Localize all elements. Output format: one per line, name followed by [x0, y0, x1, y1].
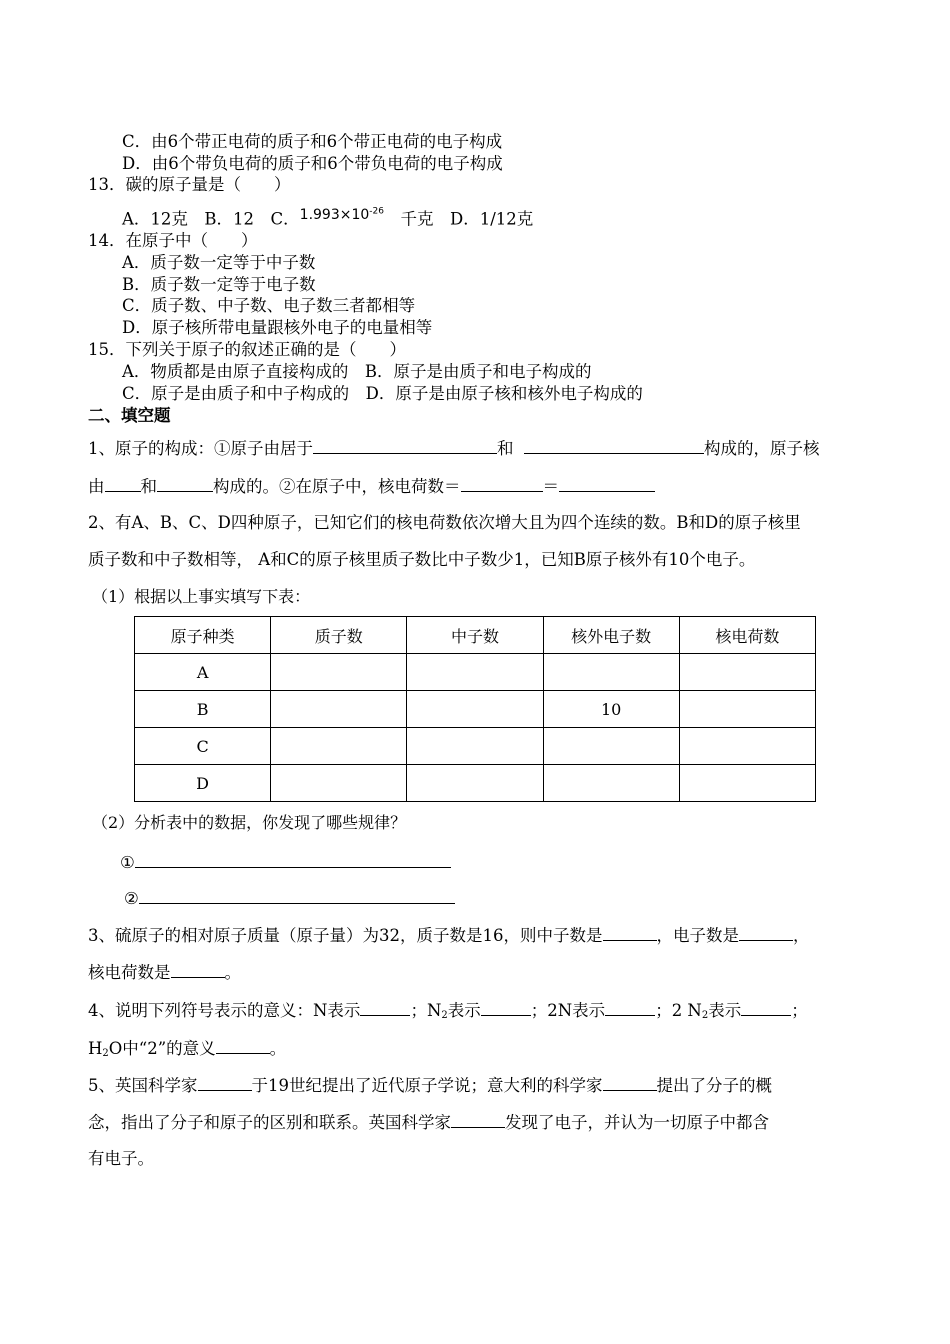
q15-stem: 15．下列关于原子的叙述正确的是（ ） — [88, 340, 406, 359]
table-cell[interactable] — [407, 765, 543, 802]
fill4-sub-e: 2 — [701, 1010, 709, 1021]
fill2-blank-rule-1[interactable] — [135, 850, 451, 868]
fill5-blank-2[interactable] — [603, 1073, 657, 1091]
fill4-line1 — [88, 998, 808, 1027]
fill1-blank-1[interactable] — [313, 436, 497, 454]
q14-option-b: B．质子数一定等于电子数 — [122, 275, 316, 294]
table-header-cell: 核外电子数 — [543, 617, 679, 654]
fill4-text-g: ； — [791, 1001, 808, 1020]
table-header-cell: 质子数 — [271, 617, 407, 654]
fill1-text-f: 构成的。②在原子中，核电荷数＝ — [213, 477, 461, 496]
fill1-text-g: ＝ — [542, 477, 559, 496]
table-row — [135, 765, 816, 802]
table-row — [135, 728, 816, 765]
fill2-sub2: （2）分析表中的数据，你发现了哪些规律？ — [92, 813, 407, 832]
q13-sci-exponent: -26 — [369, 206, 384, 216]
table-cell[interactable] — [543, 765, 679, 802]
table-row — [135, 691, 816, 728]
fill4-blank-4[interactable] — [741, 998, 791, 1016]
table-cell: B — [135, 691, 271, 728]
fill1-text-b: 和 — [497, 439, 514, 458]
fill4-blank-1[interactable] — [360, 998, 410, 1016]
table-cell[interactable] — [679, 691, 815, 728]
fill3-blank-3[interactable] — [171, 960, 225, 978]
table-cell: A — [135, 654, 271, 691]
fill1-blank-6[interactable] — [559, 474, 655, 492]
fill1-blank-2[interactable] — [524, 436, 704, 454]
fill1-blank-3[interactable] — [105, 474, 141, 492]
table-header-row — [135, 617, 816, 654]
fill5-text-c: 提出了分子的概 — [656, 1076, 772, 1095]
table-cell[interactable] — [271, 691, 407, 728]
table-cell: C — [135, 728, 271, 765]
table-cell[interactable] — [679, 728, 815, 765]
table-cell[interactable] — [271, 728, 407, 765]
table-header-cell: 核电荷数 — [679, 617, 815, 654]
fill4-blank-5[interactable] — [216, 1036, 270, 1054]
q12-option-c: C．由6个带正电荷的质子和6个带正电荷的电子构成 — [122, 132, 503, 151]
q14-option-c: C．质子数、中子数、电子数三者都相等 — [122, 296, 416, 315]
fill5-blank-3[interactable] — [451, 1110, 505, 1128]
table-header-cell: 原子种类 — [135, 617, 271, 654]
q14-option-a: A．质子数一定等于中子数 — [122, 253, 316, 272]
fill5-blank-1[interactable] — [198, 1073, 252, 1091]
table-cell[interactable] — [543, 654, 679, 691]
fill3-line1 — [88, 923, 810, 947]
fill1-line1 — [88, 436, 820, 460]
fill4-text-c: 表示 — [447, 1001, 481, 1020]
fill1-text-e: 和 — [140, 477, 157, 496]
fill3-text-a: 3、硫原子的相对原子质量（原子量）为32，质子数是16，则中子数是 — [88, 926, 603, 945]
fill3-text-b: ，电子数是 — [656, 926, 739, 945]
section-heading-fill-blank: 二、填空题 — [88, 406, 171, 425]
fill4-text-j: 。 — [269, 1039, 287, 1058]
fill2-answer2 — [124, 886, 455, 910]
fill1-text-d: 由 — [88, 477, 105, 496]
q13-options — [122, 206, 533, 232]
fill3-blank-2[interactable] — [739, 923, 793, 941]
fill1-text-a: 1、原子的构成：①原子由居于 — [88, 439, 313, 458]
fill5-line3: 有电子。 — [88, 1149, 154, 1168]
table-cell[interactable] — [407, 728, 543, 765]
table-cell: 10 — [543, 691, 679, 728]
q15-options-line1: A．物质都是由原子直接构成的 B．原子是由质子和电子构成的 — [122, 362, 592, 381]
fill1-text-c: 构成的，原子核 — [704, 439, 820, 458]
fill4-text-a: 4、说明下列符号表示的意义：N表示 — [88, 1001, 361, 1020]
fill4-blank-3[interactable] — [605, 998, 655, 1016]
fill4-text-h: H — [88, 1039, 103, 1058]
fill2-sub1: （1）根据以上事实填写下表： — [92, 587, 311, 606]
fill3-line2 — [88, 960, 241, 984]
fill5-text-a: 5、英国科学家 — [88, 1076, 198, 1095]
table-cell: D — [135, 765, 271, 802]
atom-table — [134, 616, 816, 802]
fill1-line2 — [88, 474, 655, 498]
table-cell[interactable] — [407, 691, 543, 728]
fill4-sub-h: 2 — [102, 1048, 109, 1059]
q15-options-line2: C．原子是由质子和中子构成的 D．原子是由原子核和核外电子构成的 — [122, 384, 643, 403]
q13-options-prefix: A．12克 B．12 C． — [122, 209, 300, 229]
fill4-text-f: 表示 — [708, 1001, 742, 1020]
fill3-text-c: ， — [793, 926, 810, 945]
fill5-text-line2a: 念，指出了分子和原子的区别和联系。英国科学家 — [88, 1113, 451, 1132]
table-cell[interactable] — [271, 654, 407, 691]
table-cell[interactable] — [271, 765, 407, 802]
q13-sci-mantissa: 1.993×10 — [299, 206, 370, 223]
fill4-sub-b: 2 — [441, 1010, 448, 1021]
fill2-line2: 质子数和中子数相等， A和C的原子核里质子数比中子数少1，已知B原子核外有10个电子。 — [88, 550, 756, 569]
fill4-text-b: ；N — [410, 1001, 442, 1020]
fill4-line2 — [88, 1036, 286, 1065]
fill5-line1 — [88, 1073, 772, 1097]
fill3-text-d: 核电荷数是 — [88, 963, 171, 982]
fill1-blank-4[interactable] — [157, 474, 213, 492]
fill4-blank-2[interactable] — [481, 998, 531, 1016]
q12-option-d: D．由6个带负电荷的质子和6个带负电荷的电子构成 — [122, 154, 503, 173]
answer-marker-2: ② — [124, 889, 139, 908]
fill2-blank-rule-2[interactable] — [139, 886, 455, 904]
q14-stem: 14．在原子中（ ） — [88, 231, 258, 250]
q14-option-d: D．原子核所带电量跟核外电子的电量相等 — [122, 318, 433, 337]
fill4-text-i: O中“2”的意义 — [108, 1039, 216, 1058]
fill3-blank-1[interactable] — [603, 923, 657, 941]
fill2-answer1 — [120, 850, 451, 874]
table-header-cell: 中子数 — [407, 617, 543, 654]
fill1-blank-5[interactable] — [461, 474, 543, 492]
fill5-line2 — [88, 1110, 769, 1134]
table-cell[interactable] — [679, 654, 815, 691]
answer-marker-1: ① — [120, 853, 135, 872]
table-cell[interactable] — [407, 654, 543, 691]
fill4-text-d: ；2N表示 — [530, 1001, 606, 1020]
fill4-text-e: ；2 N — [655, 1001, 702, 1020]
q13-stem: 13．碳的原子量是（ ） — [88, 175, 291, 194]
table-cell[interactable] — [679, 765, 815, 802]
fill5-text-line2b: 发现了电子，并认为一切原子中都含 — [505, 1113, 769, 1132]
fill5-text-b: 于19世纪提出了近代原子学说；意大利的科学家 — [251, 1076, 603, 1095]
table-row — [135, 654, 816, 691]
fill3-text-e: 。 — [224, 963, 241, 982]
q13-sci-value — [300, 207, 384, 223]
q13-options-suffix: 千克 D．1/12克 — [384, 209, 534, 229]
table-cell[interactable] — [543, 728, 679, 765]
fill2-line1: 2、有A、B、C、D四种原子，已知它们的核电荷数依次增大且为四个连续的数。B和D的原子核里 — [88, 513, 801, 532]
